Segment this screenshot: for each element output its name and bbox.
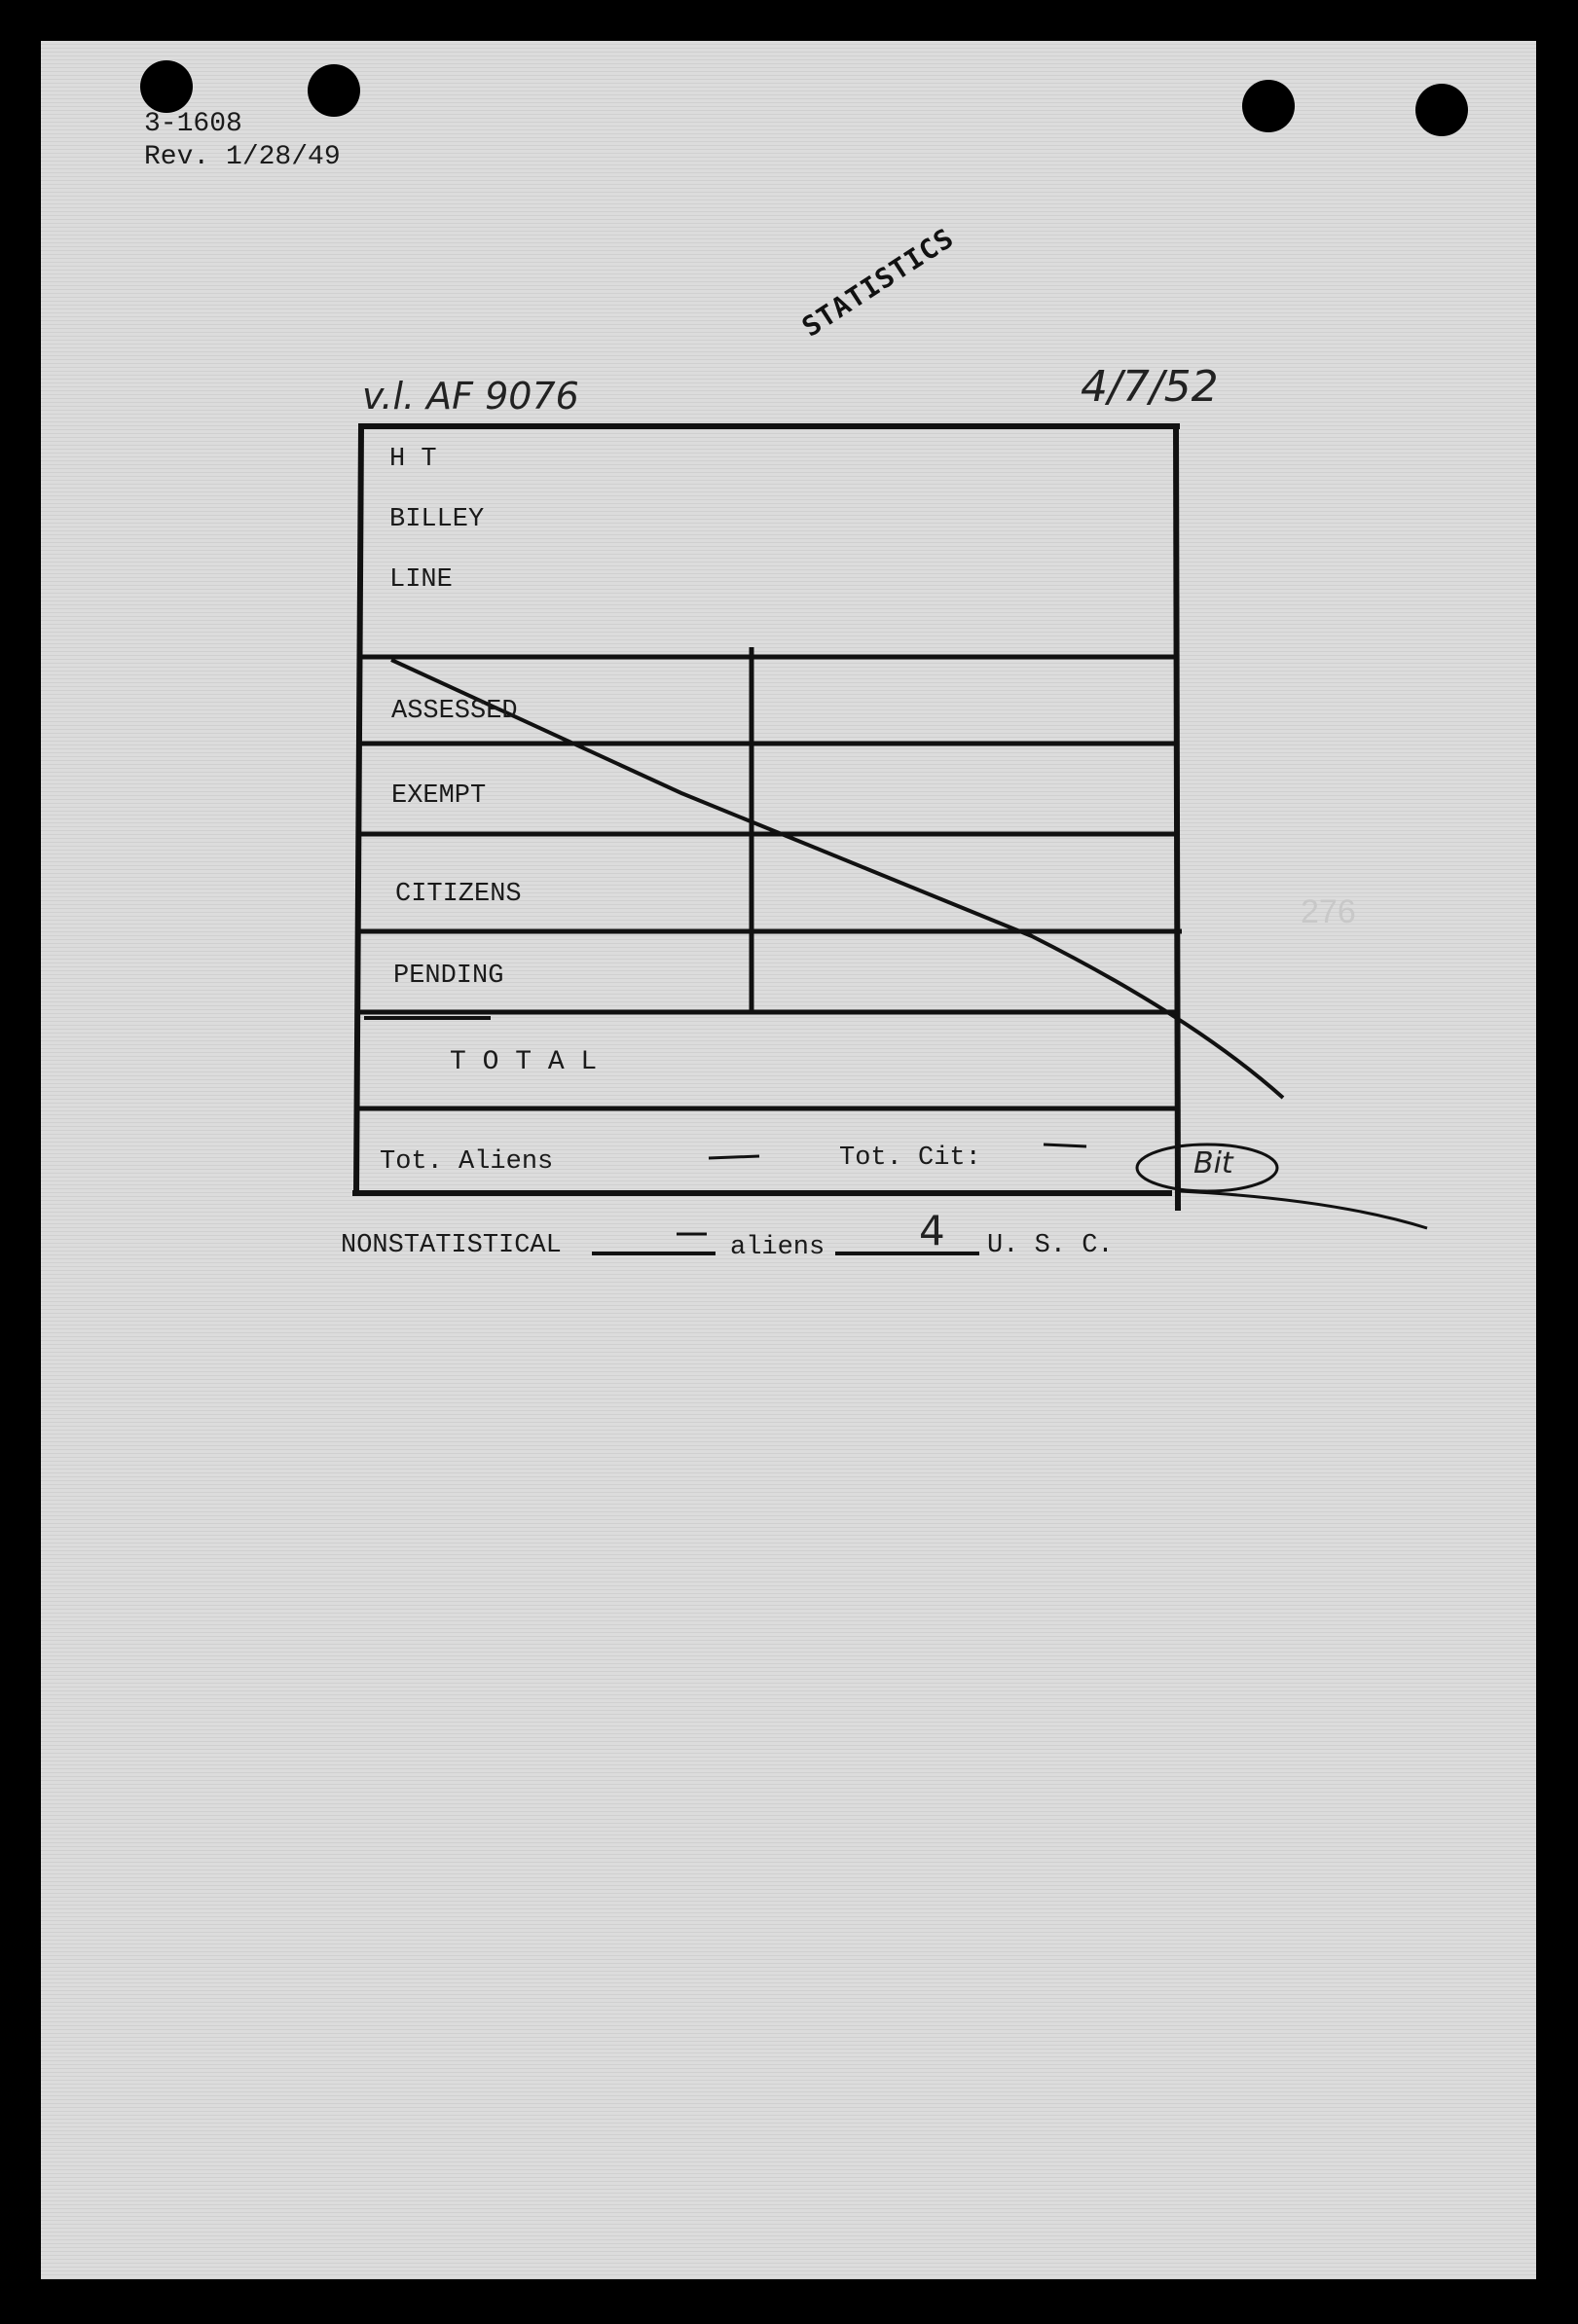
faint-bleedthrough-number: 276 [1301, 893, 1356, 930]
form-revision: Rev. 1/28/49 [144, 142, 341, 172]
table-header-line-2: BILLEY [389, 505, 485, 534]
form-number: 3-1608 [144, 109, 242, 139]
nonstatistical-label: NONSTATISTICAL [341, 1231, 562, 1260]
handwritten-date: 4/7/52 [1081, 362, 1219, 412]
tot-cit-label: Tot. Cit: [839, 1144, 981, 1173]
aliens-label: aliens [730, 1233, 826, 1262]
row-label-citizens: CITIZENS [395, 880, 522, 909]
table-header-line-1: H T [389, 445, 437, 474]
handwritten-file-number: v.l. AF 9076 [362, 375, 579, 418]
usc-label: U. S. C. [987, 1231, 1114, 1260]
total-label: T O T A L [450, 1047, 598, 1077]
handwritten-usc-count: 4 [919, 1207, 945, 1254]
table-header-line-3: LINE [389, 565, 453, 595]
row-label-pending: PENDING [393, 962, 504, 991]
handwritten-initials: Bit [1193, 1146, 1233, 1180]
row-label-assessed: ASSESSED [391, 697, 518, 726]
row-label-exempt: EXEMPT [391, 781, 487, 811]
statistics-stamp: STATISTICS [796, 221, 960, 344]
tot-aliens-label: Tot. Aliens [380, 1147, 554, 1177]
